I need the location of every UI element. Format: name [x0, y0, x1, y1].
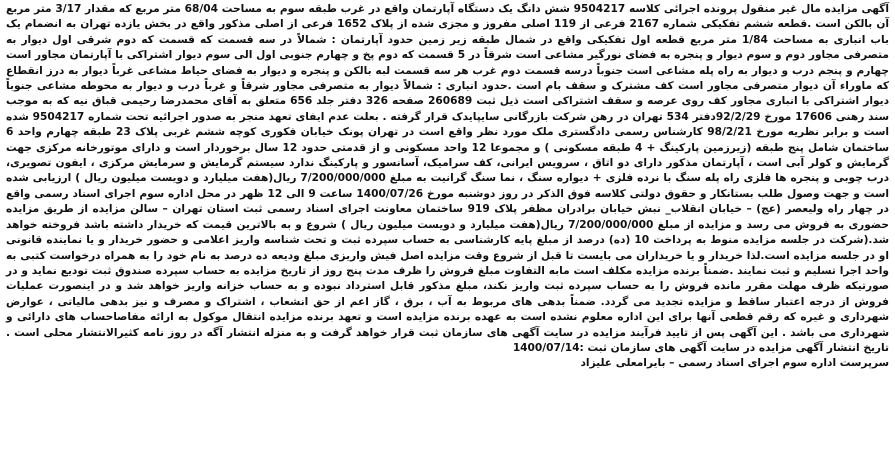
notice-signature: سرپرست اداره سوم اجرای اسناد رسمی – بایرامعلی علیزاد [580, 357, 889, 370]
notice-body: آگهی مزایده مال غیر منقول پرونده اجرائی کلاسه 9504217 شش دانگ یک دستگاه آپارتمان واقع در غرب طبقه سوم به مساحت 68/04 متر مربع که مقدار 3/17 متر مربع آن بالکن است .قطعه ششم تفکیکی شماره 2167 فرعی از 119 اصلی مفروز و مجزی شده از پلاک 1652 فرعی از اصلی مذکور واقع در بخش یازده تهران به انضمام یک باب انباری به مساحت 1/84 متر مربع قطعه اول تفکیکی واقع در شمال طبقه زیر زمین حدود آپارتمان : شمالاً در سه قسمت که قسمت که دوم شرقی اول دیوار به متصرفی مجاور دوم و سوم دیوار و پنجره به فضای نورگیر مشاعی است شرقاً در 5 قسمت که دوم پخ و چهارم جنوبی اول الی سوم دیوار اشتراکی با آپارتمان مجاور است چهارم و پنجم درب و دیوار به راه پله مشاعی است جنوباً درسه قسمت دوم غرب هر سه قسمت لبه بالکن و پنجره و دیوار به فضای حیاط مشاعی غرباً دیوار به درز انقطاع که ماوراء آن دیوار متصرفی مجاور است کف مشترک و سقف بام است .حدود انباری : شمالاً دیوار به متصرفی مجاور شرقاً و غرباً درب و دیوار به محوطه مشاعی جنوباً دیوار اشتراکی با انباری مجاور کف روی عرصه و سقف اشتراکی است ذیل ثبت 260689 صفحه 326 دفتر جلد 656 متعلق به آقای محمدرضا رحیمی قباق نیه که به موجب سند رهنی 17606 مورخ 92/2/29دفتر 534 تهران در رهن شرکت بازرگانی سایپایدک قرار گرفته . بعلت عدم ایفای تعهد منجر به صدور اجرائیه تحت شماره 9504217 شده است و برابر نظریه مورخ 98/2/21 کارشناس رسمی دادگستری ملک مورد نظر واقع است در تهران پونک خیابان فکوری کوچه ششم غربی پلاک 23 طبقه چهارم واحد 6 ساختمان شامل پنج طبقه (زیرزمین پارکینگ + 4 طبقه مسکونی ) و مجموعا 12 واحد مسکونی و از قدمتی حدود 12 سال برخوردار است و دارای موتورخانه مرکزی جهت گرمایش و کولر آبی است ، آپارتمان مذکور دارای دو اتاق ، سرویس ایرانی، کف سرامیک، آسانسور و پارکینگ ندارد سیستم گرمایش و سرمایش مرکزی ، ایفون تصویری، درب چوبی و پنجره ها فلزی راه پله سنگ با نرده فلزی + دیواره سنگ ، نما سنگ گرانیت به مبلغ 7/200/000/000 ریال(هفت میلیارد و دویست میلیون ریال ) ارزیابی شده است و جهت وصول طلب بستانکار و حقوق دولتی کلاسه فوق الذکر در روز دوشنبه مورخ 1400/07/26 ساعت 9 الی 12 ظهر در محل اداره سوم اجرای اسناد رسمی واقع در چهار راه ولیعصر (عج) – خیابان انقلاب_ نبش خیابان برادران مظفر پلاک 919 ساختمان معاونت اجرای اسناد رسمی ثبت استان تهران – سالن مزایده از طریق مزایده حضوری به فروش می رسد و مزایده از مبلغ 7/200/000/000 ریال(هفت میلیارد و دویست میلیون ریال ) شروع و به بالاترین قیمت که خریدار داشته باشد فروخته خواهد شد.(شرکت در جلسه مزایده منوط به پرداخت 10 (ده) درصد از مبلغ پایه کارشناسی به حساب سپرده ثبت و تحت شناسه واریز اعلامی و حضور خریدار و یا نماینده قانونی او در جلسه مزایده است.لذا خریدار و یا خریداران می بایست تا قبل از شروع وقت مزایده اصل فیش واریزی مبلغ ودیعه ده درصد به نام خود را به همراه درخواست کتبی به واحد اجرا تسلیم و ثبت نمایند .ضمناً برنده مزایده مکلف است مابه التفاوت مبلغ فروش را ظرف مدت پنج روز از تاریخ مزایده به حساب سپرده صندوق ثبت تودیع نماید و در صورتیکه ظرف مهلت مقرر مانده فروش را به حساب سپرده ثبت واریز نکند، مبلغ مذکور قابل استرداد نبوده و به حساب خزانه واریز خواهد شد و در اینصورت عملیات فروش از درجه اعتبار ساقط و مزایده تجدید می گردد. ضمناً بدهی های مربوط به آب ، برق ، گاز اعم از حق انشعاب ، اشتراک و مصرف و نیز بدهی مالیاتی ، عوارض شهرداری و غیره که رقم قطعی آنها برای این اداره معلوم نشده است به عهده برنده مزایده است و تعهد برنده مزایده انتقال موکول به ارائه مفاصاحساب های دارائی و شهرداری می باشد . این آگهی پس از تایید فرآیند مزایده در سایت آگهی های سازمان ثبت قرار خواهد گرفت و به منزله انتشار آگه در روز نامه کثیرالانتشار محلی است . تاریخ انتشار آگهی مزایده در سایت آگهی های سازمان ثبت :1400/07/14 [6, 3, 890, 354]
